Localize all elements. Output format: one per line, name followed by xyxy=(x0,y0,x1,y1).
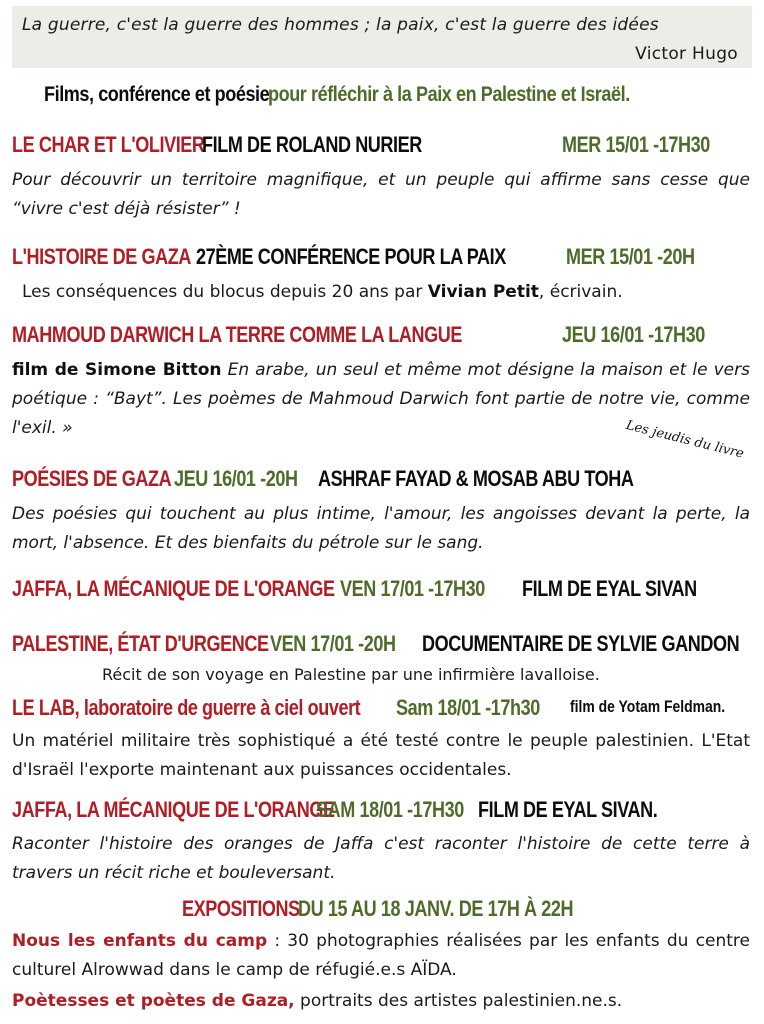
event-2-title: L'HISTOIRE DE GAZA xyxy=(12,244,192,269)
event-2-desc-prefix: Les conséquences du blocus depuis 20 ans par xyxy=(22,282,423,302)
event-3-date: JEU 16/01 -17H30 xyxy=(562,322,705,347)
event-8-subtitle: FILM DE EYAL SIVAN. xyxy=(478,797,658,822)
exposition-item-2-title: Poètesses et poètes de Gaza, xyxy=(12,991,295,1011)
exposition-item-2-desc: portraits des artistes palestinien.ne.s. xyxy=(294,991,623,1011)
event-4-date: JEU 16/01 -20H xyxy=(174,466,298,491)
event-8-desc: Raconter l'histoire des oranges de Jaffa c'est raconter l'histoire de cette terre à travers un récit riche et bouleversant. xyxy=(12,834,750,883)
event-8-date-wrap xyxy=(316,797,496,823)
event-7-subtitle-wrap xyxy=(570,697,759,717)
event-3-desc-bold: film de Simone Bitton xyxy=(12,360,222,380)
event-2-subtitle-wrap xyxy=(196,244,574,270)
event-1-date: MER 15/01 -17H30 xyxy=(562,132,710,157)
event-7-date: Sam 18/01 -17h30 xyxy=(396,695,540,720)
event-8-title: JAFFA, LA MÉCANIQUE DE L'ORANGE xyxy=(12,797,335,822)
exposition-item-1-title: Nous les enfants du camp xyxy=(12,931,268,951)
event-2-date-wrap xyxy=(566,244,723,270)
event-5-date-wrap xyxy=(340,576,517,602)
event-6-desc: Récit de son voyage en Palestine par une infirmière lavalloise. xyxy=(102,665,600,684)
intro-line xyxy=(44,82,689,107)
event-4-date-wrap xyxy=(174,466,325,492)
event-6-date: VEN 17/01 -20H xyxy=(270,631,396,656)
event-8-date: SAM 18/01 -17H30 xyxy=(316,797,464,822)
event-7-subtitle: film de Yotam Feldman. xyxy=(570,697,726,716)
event-3-title: MAHMOUD DARWICH LA TERRE COMME LA LANGUE xyxy=(12,322,462,347)
event-6-subtitle-wrap xyxy=(422,631,764,657)
event-2-desc xyxy=(22,278,623,307)
expositions-dates: DU 15 AU 18 JANV. DE 17H À 22H xyxy=(298,896,574,921)
event-5-title: JAFFA, LA MÉCANIQUE DE L'ORANGE xyxy=(12,576,335,601)
event-5-date: VEN 17/01 -17H30 xyxy=(340,576,485,601)
event-6-title: PALESTINE, ÉTAT D'URGENCE xyxy=(12,631,269,656)
event-4-title: POÉSIES DE GAZA xyxy=(12,466,172,491)
event-8-subtitle-wrap xyxy=(478,797,697,823)
exposition-item-1 xyxy=(12,927,750,985)
event-2-subtitle: 27ÈME CONFÉRENCE POUR LA PAIX xyxy=(196,244,506,269)
event-6-subtitle: DOCUMENTAIRE DE SYLVIE GANDON xyxy=(422,631,740,656)
exposition-item-1-desc: : 30 photographies réalisées par les enfants du centre culturel Alrowwad dans le camp de réfugié.e.s AÏDA. xyxy=(12,931,750,980)
event-1-date-wrap xyxy=(562,132,742,158)
expositions-title: EXPOSITIONS xyxy=(182,896,300,921)
event-1-title: LE CHAR ET L'OLIVIER xyxy=(12,132,205,157)
intro-part1: Films, conférence et poésie xyxy=(44,83,270,106)
event-3-date-wrap xyxy=(562,322,736,348)
event-4-desc: Des poésies qui touchent au plus intime, l'amour, les angoisses devant la perte, la mort, l'absence. Et des bienfaits du pétrole sur le sang. xyxy=(12,504,750,553)
event-4-subtitle-wrap xyxy=(318,466,703,492)
event-1-subtitle-wrap xyxy=(202,132,470,158)
expositions-dates-wrap xyxy=(298,896,634,922)
event-5-subtitle: FILM DE EYAL SIVAN xyxy=(522,576,697,601)
event-7-desc: Un matériel militaire très sophistiqué a été testé contre le peuple palestinien. L'Etat d'Israël l'exporte maintenant aux puissances occidentales. xyxy=(12,731,750,780)
event-2-date: MER 15/01 -20H xyxy=(566,244,695,269)
event-3-desc-text: En arabe, un seul et même mot désigne la maison et le vers poétique : “Bayt”. Les poèmes de Mahmoud Darwich font partie de notre vie, comme l'exil. » xyxy=(12,360,750,438)
event-7-date-wrap xyxy=(396,695,571,721)
event-5-subtitle-wrap xyxy=(522,576,735,602)
quote-box xyxy=(12,6,752,68)
event-6-date-wrap xyxy=(270,631,423,657)
event-2-desc-bold: Vivian Petit xyxy=(427,282,539,302)
quote-author: Victor Hugo xyxy=(635,44,738,64)
event-1-subtitle: FILM DE ROLAND NURIER xyxy=(202,132,422,157)
event-2-desc-suffix: , écrivain. xyxy=(538,282,623,302)
jeudis-du-livre-tag: Les jeudis du livre xyxy=(624,418,746,462)
event-3-heading xyxy=(12,322,561,348)
event-1-desc: Pour découvrir un territoire magnifique, et un peuple qui affirme sans cesse que “vivre c'est déjà résister” ! xyxy=(12,170,750,219)
event-7-title: LE LAB, laboratoire de guerre à ciel ouvert xyxy=(12,695,361,720)
event-4-subtitle: ASHRAF FAYAD & MOSAB ABU TOHA xyxy=(318,466,634,491)
exposition-item-2 xyxy=(12,987,622,1016)
intro-part2: pour réfléchir à la Paix en Palestine et Israël. xyxy=(267,83,630,106)
event-7-heading xyxy=(12,695,437,721)
quote-text: La guerre, c'est la guerre des hommes ; la paix, c'est la guerre des idées xyxy=(22,15,659,35)
